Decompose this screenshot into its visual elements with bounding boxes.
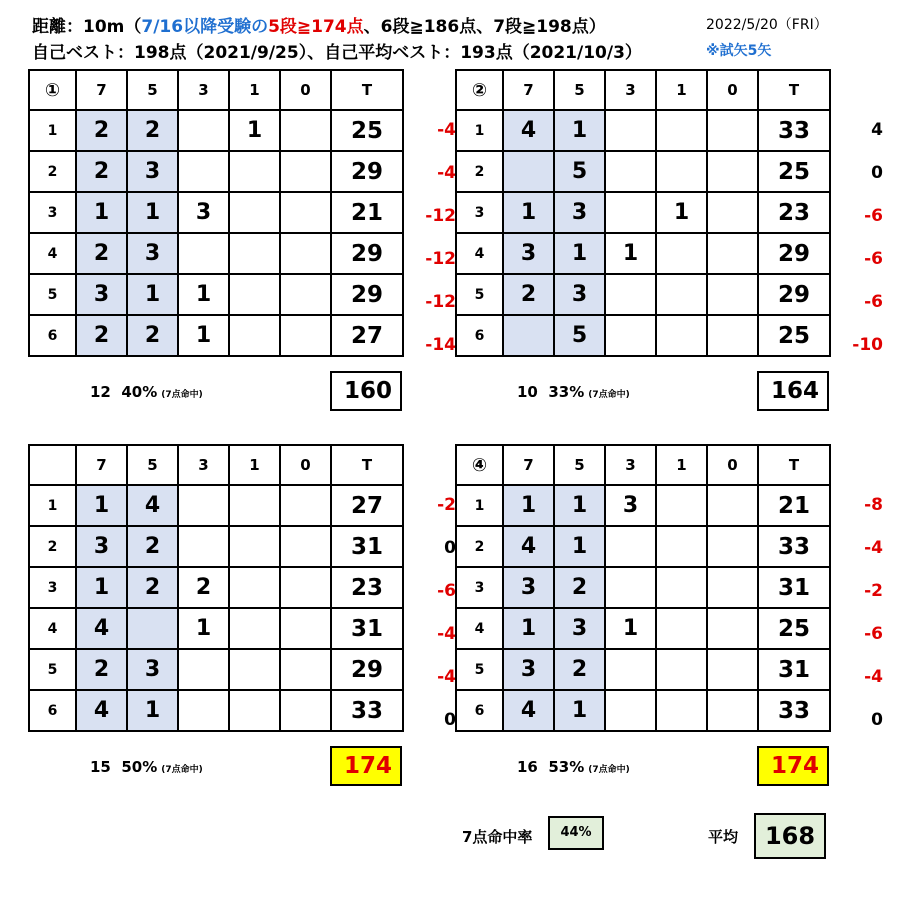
end-diff: -12 xyxy=(425,206,456,226)
count-cell: 3 xyxy=(76,274,127,315)
end-diff: -10 xyxy=(852,335,883,355)
count-cell xyxy=(656,274,707,315)
count-cell xyxy=(229,485,280,526)
end-number: 6 xyxy=(456,690,503,731)
end-total: 31 xyxy=(758,567,830,608)
end-diff: 0 xyxy=(871,710,883,730)
count-cell: 4 xyxy=(503,110,554,151)
count-cell xyxy=(656,485,707,526)
end-total: 29 xyxy=(331,649,403,690)
count-cell: 2 xyxy=(503,274,554,315)
count-cell: 2 xyxy=(127,315,178,356)
score-table-1 xyxy=(28,69,404,357)
count-cell xyxy=(656,110,707,151)
end-diff: -6 xyxy=(864,292,883,312)
table-row xyxy=(29,649,403,690)
end-number: 4 xyxy=(456,608,503,649)
header-target: 5段≧174点 xyxy=(268,17,364,37)
count-cell: 1 xyxy=(554,110,605,151)
count-cell: 3 xyxy=(503,649,554,690)
count-cell: 4 xyxy=(503,526,554,567)
set-label: ④ xyxy=(456,445,503,485)
count-cell xyxy=(229,567,280,608)
header-line-2: 自己ベスト：198点（2021/9/25）、自己平均ベスト：193点（2021/10/3） xyxy=(32,43,642,63)
table-row xyxy=(29,192,403,233)
count-cell xyxy=(229,526,280,567)
end-total: 25 xyxy=(331,110,403,151)
table-row xyxy=(456,151,830,192)
hit-summary xyxy=(90,383,203,401)
end-number: 5 xyxy=(456,274,503,315)
table-row xyxy=(29,567,403,608)
header-line-1 xyxy=(32,12,606,37)
count-cell: 3 xyxy=(76,526,127,567)
count-cell xyxy=(707,690,758,731)
column-header: 3 xyxy=(178,445,229,485)
count-cell: 1 xyxy=(127,690,178,731)
count-cell: 1 xyxy=(554,485,605,526)
end-number: 4 xyxy=(29,608,76,649)
end-diff: -6 xyxy=(864,206,883,226)
count-cell xyxy=(605,649,656,690)
count-cell: 1 xyxy=(554,526,605,567)
column-header: 5 xyxy=(554,70,605,110)
average-box: 168 xyxy=(754,813,826,859)
count-cell xyxy=(127,608,178,649)
end-total: 29 xyxy=(331,274,403,315)
end-total: 21 xyxy=(758,485,830,526)
end-number: 6 xyxy=(456,315,503,356)
count-cell xyxy=(707,526,758,567)
count-cell: 4 xyxy=(503,690,554,731)
count-cell xyxy=(280,315,331,356)
count-cell xyxy=(178,649,229,690)
count-cell: 1 xyxy=(178,608,229,649)
count-cell: 2 xyxy=(76,233,127,274)
end-number: 5 xyxy=(29,274,76,315)
end-total: 25 xyxy=(758,608,830,649)
column-header: 3 xyxy=(178,70,229,110)
end-diff: -6 xyxy=(864,624,883,644)
count-cell: 4 xyxy=(127,485,178,526)
set-label: ② xyxy=(456,70,503,110)
table-row xyxy=(29,151,403,192)
end-number: 1 xyxy=(29,110,76,151)
count-cell: 1 xyxy=(605,233,656,274)
end-diff: 0 xyxy=(871,163,883,183)
date-label: 2022/5/20（FRI） xyxy=(706,17,828,33)
end-diff: 4 xyxy=(871,120,883,140)
table-row xyxy=(456,690,830,731)
table-header-row xyxy=(456,445,830,485)
count-cell xyxy=(605,151,656,192)
hit-rate-box: 44% xyxy=(548,816,604,850)
count-cell xyxy=(280,526,331,567)
end-total: 29 xyxy=(758,274,830,315)
hit-count: 16 xyxy=(517,758,538,776)
count-cell: 1 xyxy=(503,192,554,233)
count-cell: 1 xyxy=(178,315,229,356)
count-cell xyxy=(656,649,707,690)
count-cell: 2 xyxy=(76,649,127,690)
count-cell xyxy=(178,526,229,567)
count-cell xyxy=(656,233,707,274)
table-row xyxy=(456,526,830,567)
count-cell: 1 xyxy=(554,233,605,274)
end-total: 27 xyxy=(331,315,403,356)
end-diff: -6 xyxy=(864,249,883,269)
hit-summary xyxy=(90,758,203,776)
count-cell xyxy=(605,690,656,731)
column-header: 1 xyxy=(229,70,280,110)
end-number: 5 xyxy=(456,649,503,690)
count-cell xyxy=(707,274,758,315)
end-total: 27 xyxy=(331,485,403,526)
end-diff: -12 xyxy=(425,249,456,269)
count-cell: 2 xyxy=(76,151,127,192)
column-header: T xyxy=(758,445,830,485)
end-diff: -4 xyxy=(437,163,456,183)
count-cell: 5 xyxy=(554,151,605,192)
set-total: 164 xyxy=(757,371,829,411)
set-total: 174 xyxy=(757,746,829,786)
hit-rate-note: (7点命中) xyxy=(588,765,630,775)
column-header: 0 xyxy=(707,70,758,110)
end-number: 1 xyxy=(29,485,76,526)
end-number: 1 xyxy=(456,110,503,151)
end-total: 21 xyxy=(331,192,403,233)
count-cell: 1 xyxy=(178,274,229,315)
set-total: 174 xyxy=(330,746,402,786)
count-cell: 2 xyxy=(554,567,605,608)
end-total: 29 xyxy=(758,233,830,274)
end-number: 3 xyxy=(29,192,76,233)
count-cell: 1 xyxy=(76,192,127,233)
hit-count: 12 xyxy=(90,383,111,401)
end-diff: -4 xyxy=(437,624,456,644)
count-cell xyxy=(229,274,280,315)
count-cell xyxy=(707,315,758,356)
count-cell xyxy=(280,192,331,233)
table-row xyxy=(456,110,830,151)
end-diff: -12 xyxy=(425,292,456,312)
end-number: 5 xyxy=(29,649,76,690)
end-diff: -4 xyxy=(864,667,883,687)
count-cell: 3 xyxy=(127,151,178,192)
table-row xyxy=(29,608,403,649)
count-cell xyxy=(229,690,280,731)
column-header: 7 xyxy=(76,70,127,110)
count-cell xyxy=(229,315,280,356)
hit-rate-label: 7点命中率 xyxy=(462,828,533,846)
end-total: 31 xyxy=(758,649,830,690)
column-header: 7 xyxy=(503,445,554,485)
count-cell: 1 xyxy=(656,192,707,233)
table-header-row xyxy=(29,70,403,110)
end-number: 3 xyxy=(29,567,76,608)
count-cell xyxy=(707,649,758,690)
table-row xyxy=(456,315,830,356)
end-number: 6 xyxy=(29,315,76,356)
count-cell: 1 xyxy=(605,608,656,649)
count-cell: 1 xyxy=(229,110,280,151)
count-cell xyxy=(656,151,707,192)
count-cell xyxy=(707,151,758,192)
count-cell xyxy=(707,110,758,151)
table-header-row xyxy=(456,70,830,110)
score-table-2 xyxy=(455,69,831,357)
hit-rate-note: (7点命中) xyxy=(161,390,203,400)
hit-rate: 40% xyxy=(121,383,158,401)
end-total: 25 xyxy=(758,151,830,192)
count-cell xyxy=(605,274,656,315)
count-cell: 1 xyxy=(554,690,605,731)
end-diff: -4 xyxy=(437,120,456,140)
count-cell xyxy=(707,485,758,526)
count-cell: 4 xyxy=(76,608,127,649)
table-row xyxy=(29,110,403,151)
count-cell xyxy=(656,567,707,608)
column-header: 7 xyxy=(76,445,127,485)
end-total: 31 xyxy=(331,608,403,649)
header-other-targets: 、6段≧186点、7段≧198点） xyxy=(363,17,606,37)
column-header: 5 xyxy=(127,445,178,485)
end-total: 29 xyxy=(331,233,403,274)
column-header: T xyxy=(758,70,830,110)
column-header: T xyxy=(331,70,403,110)
end-total: 29 xyxy=(331,151,403,192)
end-number: 4 xyxy=(29,233,76,274)
table-row xyxy=(456,192,830,233)
end-number: 2 xyxy=(29,526,76,567)
table-row xyxy=(456,485,830,526)
end-number: 3 xyxy=(456,192,503,233)
hit-count: 10 xyxy=(517,383,538,401)
table-row xyxy=(456,233,830,274)
count-cell: 3 xyxy=(554,608,605,649)
table-row xyxy=(456,274,830,315)
end-number: 6 xyxy=(29,690,76,731)
count-cell: 1 xyxy=(503,608,554,649)
count-cell xyxy=(178,485,229,526)
column-header: 3 xyxy=(605,70,656,110)
end-diff: 0 xyxy=(444,710,456,730)
count-cell: 3 xyxy=(554,192,605,233)
end-total: 23 xyxy=(331,567,403,608)
count-cell xyxy=(503,151,554,192)
count-cell xyxy=(656,608,707,649)
count-cell xyxy=(280,608,331,649)
end-diff: -8 xyxy=(864,495,883,515)
count-cell xyxy=(503,315,554,356)
count-cell: 3 xyxy=(554,274,605,315)
count-cell xyxy=(229,192,280,233)
count-cell xyxy=(178,690,229,731)
table-header-row xyxy=(29,445,403,485)
set-label xyxy=(29,445,76,485)
average-label: 平均 xyxy=(708,828,739,846)
column-header: 0 xyxy=(707,445,758,485)
count-cell xyxy=(280,233,331,274)
count-cell xyxy=(280,485,331,526)
count-cell xyxy=(280,110,331,151)
column-header: T xyxy=(331,445,403,485)
hit-rate: 53% xyxy=(548,758,585,776)
count-cell xyxy=(229,608,280,649)
end-number: 2 xyxy=(456,526,503,567)
column-header: 1 xyxy=(656,70,707,110)
end-number: 2 xyxy=(29,151,76,192)
table-row xyxy=(29,233,403,274)
count-cell xyxy=(229,151,280,192)
count-cell xyxy=(178,151,229,192)
end-diff: -2 xyxy=(437,495,456,515)
header-condition: 7/16以降受験の xyxy=(141,17,269,37)
count-cell xyxy=(707,567,758,608)
column-header: 0 xyxy=(280,70,331,110)
table-row xyxy=(29,526,403,567)
count-cell: 2 xyxy=(127,526,178,567)
count-cell xyxy=(229,233,280,274)
count-cell xyxy=(656,315,707,356)
count-cell: 3 xyxy=(503,233,554,274)
end-diff: -4 xyxy=(437,667,456,687)
column-header: 3 xyxy=(605,445,656,485)
table-row xyxy=(29,485,403,526)
end-total: 23 xyxy=(758,192,830,233)
score-table-3 xyxy=(28,444,404,732)
count-cell: 2 xyxy=(76,110,127,151)
count-cell xyxy=(605,110,656,151)
count-cell: 2 xyxy=(554,649,605,690)
count-cell xyxy=(605,315,656,356)
count-cell xyxy=(605,526,656,567)
end-diff: -2 xyxy=(864,581,883,601)
hit-rate-note: (7点命中) xyxy=(588,390,630,400)
column-header: 5 xyxy=(554,445,605,485)
count-cell: 3 xyxy=(127,233,178,274)
column-header: 1 xyxy=(656,445,707,485)
end-total: 33 xyxy=(758,526,830,567)
count-cell xyxy=(178,233,229,274)
hit-rate: 50% xyxy=(121,758,158,776)
hit-summary xyxy=(517,758,630,776)
count-cell xyxy=(656,690,707,731)
count-cell xyxy=(178,110,229,151)
end-total: 25 xyxy=(758,315,830,356)
hit-rate-note: (7点命中) xyxy=(161,765,203,775)
count-cell xyxy=(605,192,656,233)
count-cell: 1 xyxy=(76,567,127,608)
end-diff: 0 xyxy=(444,538,456,558)
table-row xyxy=(29,315,403,356)
set-total: 160 xyxy=(330,371,402,411)
count-cell xyxy=(280,567,331,608)
table-row xyxy=(456,608,830,649)
count-cell xyxy=(280,151,331,192)
count-cell xyxy=(656,526,707,567)
count-cell: 5 xyxy=(554,315,605,356)
end-total: 33 xyxy=(758,690,830,731)
count-cell: 2 xyxy=(127,110,178,151)
count-cell: 2 xyxy=(178,567,229,608)
practice-note: ※試矢5矢 xyxy=(706,43,772,59)
end-total: 33 xyxy=(331,690,403,731)
table-row xyxy=(456,649,830,690)
count-cell xyxy=(707,608,758,649)
column-header: 7 xyxy=(503,70,554,110)
end-number: 2 xyxy=(456,151,503,192)
count-cell: 3 xyxy=(503,567,554,608)
count-cell: 1 xyxy=(503,485,554,526)
count-cell: 1 xyxy=(127,274,178,315)
hit-count: 15 xyxy=(90,758,111,776)
end-diff: -14 xyxy=(425,335,456,355)
hit-rate: 33% xyxy=(548,383,585,401)
count-cell xyxy=(605,567,656,608)
table-row xyxy=(456,567,830,608)
count-cell: 1 xyxy=(127,192,178,233)
score-table-4 xyxy=(455,444,831,732)
end-diff: -6 xyxy=(437,581,456,601)
column-header: 5 xyxy=(127,70,178,110)
end-number: 4 xyxy=(456,233,503,274)
count-cell: 4 xyxy=(76,690,127,731)
count-cell xyxy=(280,690,331,731)
end-diff: -4 xyxy=(864,538,883,558)
count-cell: 3 xyxy=(127,649,178,690)
column-header: 1 xyxy=(229,445,280,485)
count-cell xyxy=(229,649,280,690)
table-row xyxy=(29,274,403,315)
table-row xyxy=(29,690,403,731)
hit-summary xyxy=(517,383,630,401)
count-cell: 2 xyxy=(127,567,178,608)
end-number: 3 xyxy=(456,567,503,608)
count-cell xyxy=(707,233,758,274)
count-cell: 3 xyxy=(178,192,229,233)
count-cell xyxy=(707,192,758,233)
set-label: ① xyxy=(29,70,76,110)
count-cell: 1 xyxy=(76,485,127,526)
count-cell: 2 xyxy=(76,315,127,356)
count-cell xyxy=(280,274,331,315)
count-cell xyxy=(280,649,331,690)
end-total: 31 xyxy=(331,526,403,567)
end-number: 1 xyxy=(456,485,503,526)
end-total: 33 xyxy=(758,110,830,151)
header-distance: 距離：10m（ xyxy=(32,17,142,37)
column-header: 0 xyxy=(280,445,331,485)
count-cell: 3 xyxy=(605,485,656,526)
